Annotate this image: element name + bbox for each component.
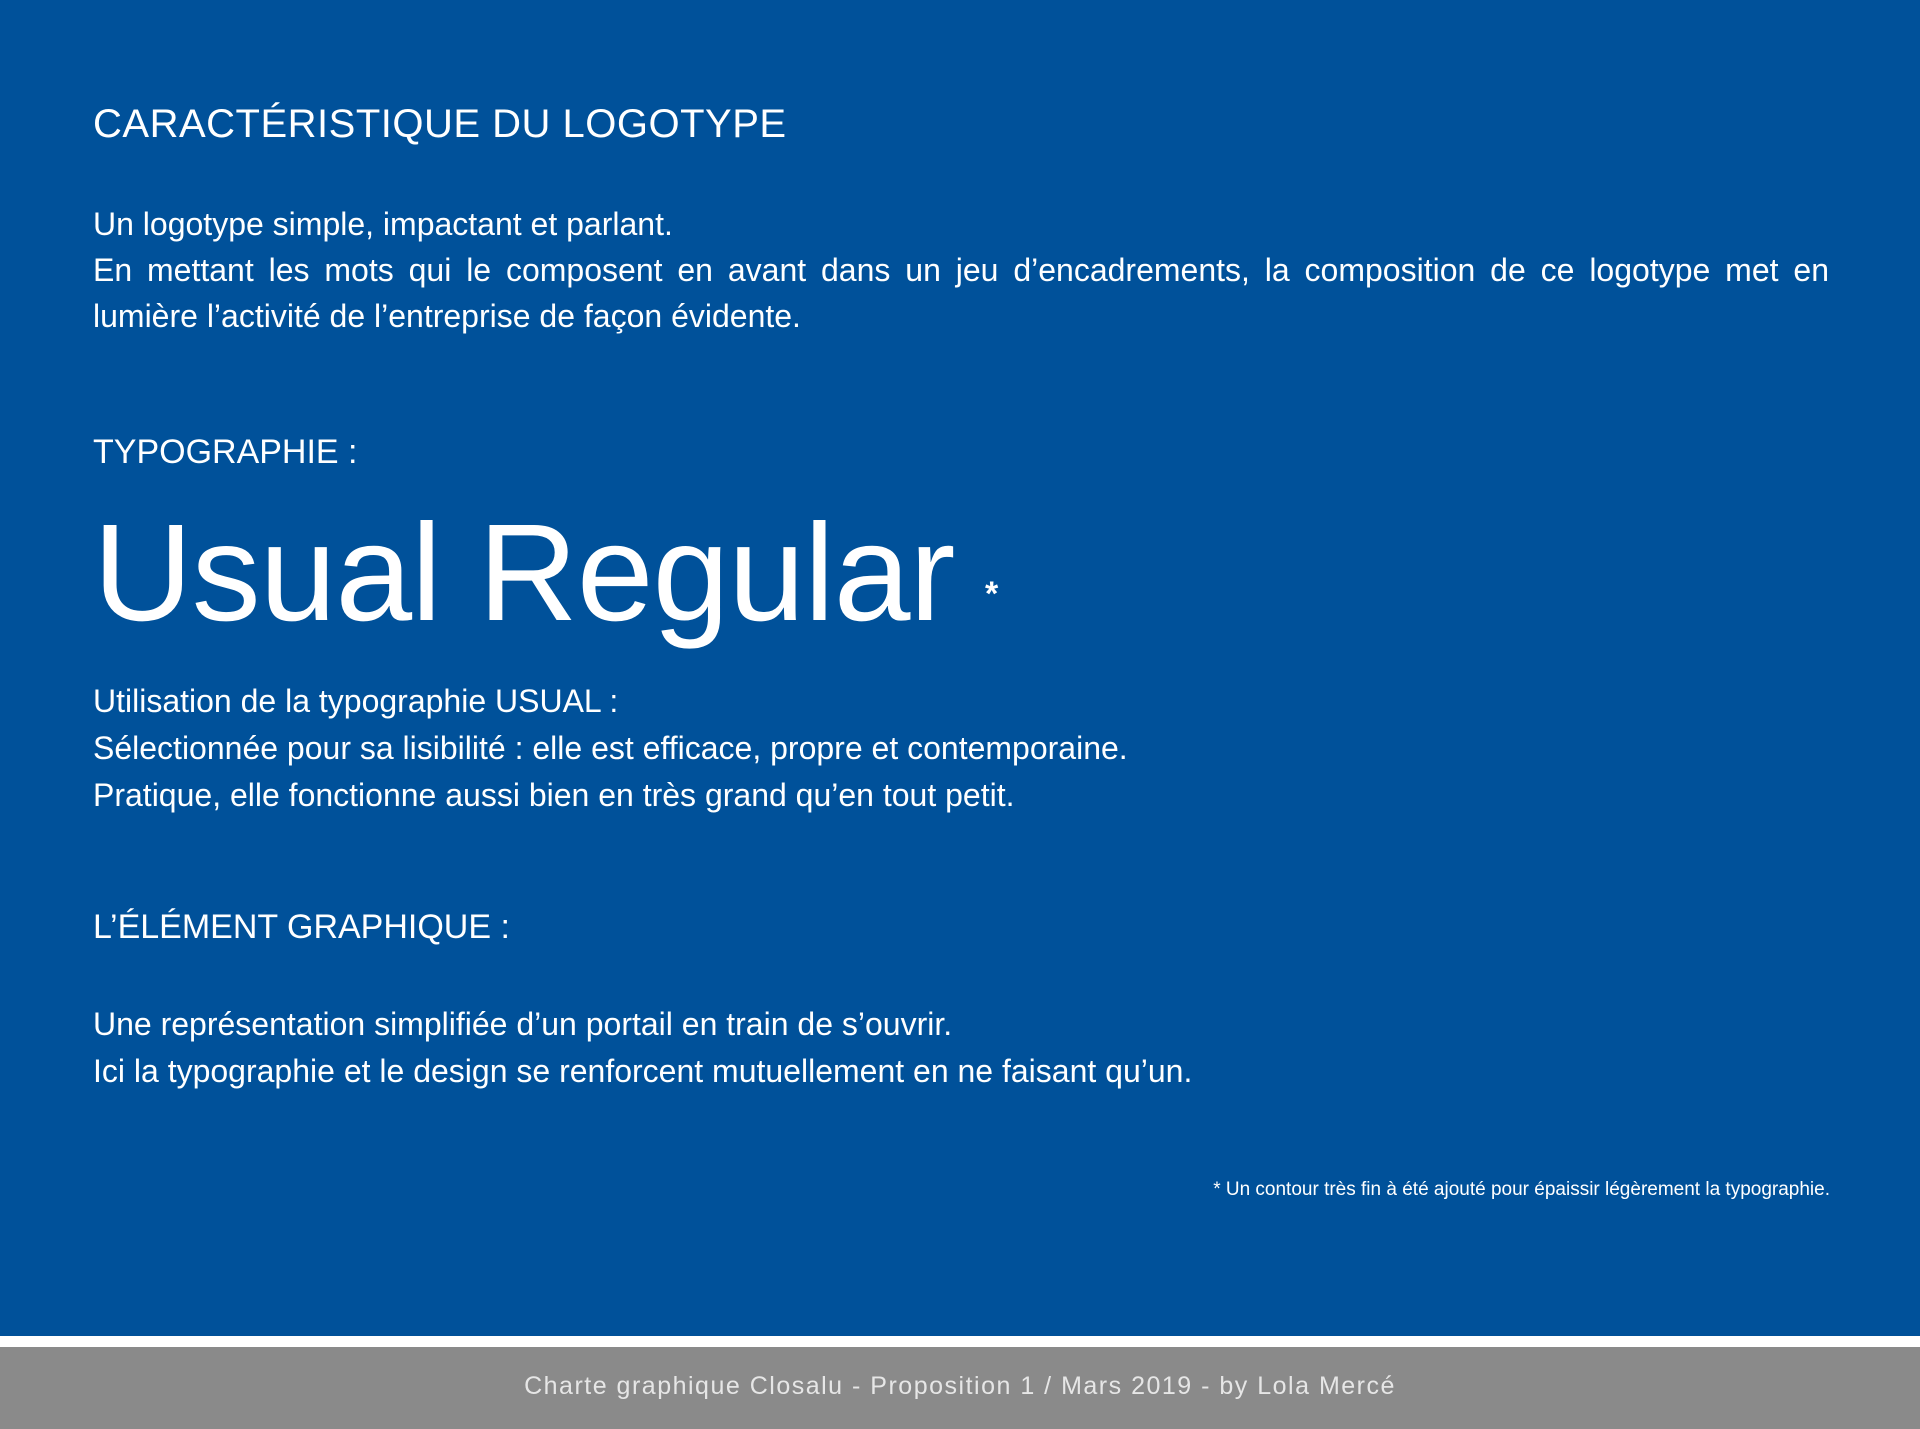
logotype-line-2: En mettant les mots qui le composent en avant dans un jeu d’encadrements, la composition de ce logotype met en xyxy=(93,252,1829,288)
typography-line-1: Utilisation de la typographie USUAL : xyxy=(93,683,619,719)
graphic-line-1: Une représentation simplifiée d’un portail en train de s’ouvrir. xyxy=(93,1006,953,1042)
font-name-display: Usual Regular xyxy=(93,496,955,650)
typography-line-2: Sélectionnée pour sa lisibilité : elle est efficace, propre et contemporaine. xyxy=(93,730,1128,766)
footnote: * Un contour très fin à été ajouté pour épaissir légèrement la typographie. xyxy=(1213,1179,1830,1200)
font-name-asterisk: * xyxy=(985,575,999,613)
typography-heading: TYPOGRAPHIE : xyxy=(93,433,358,471)
typography-description xyxy=(93,678,1128,819)
footer-divider xyxy=(0,1336,1920,1347)
logotype-line-3: lumière l’activité de l’entreprise de façon évidente. xyxy=(93,298,801,334)
logotype-line-1: Un logotype simple, impactant et parlant. xyxy=(93,206,673,242)
logotype-description xyxy=(93,201,1829,339)
graphic-line-2: Ici la typographie et le design se renforcent mutuellement en ne faisant qu’un. xyxy=(93,1053,1193,1089)
footer-bar xyxy=(0,1347,1920,1429)
graphic-element-description xyxy=(93,1001,1192,1095)
typography-line-3: Pratique, elle fonctionne aussi bien en très grand qu’en tout petit. xyxy=(93,777,1015,813)
footer-text: Charte graphique Closalu - Proposition 1 / Mars 2019 - by Lola Mercé xyxy=(524,1372,1396,1400)
section-title: CARACTÉRISTIQUE DU LOGOTYPE xyxy=(93,102,787,146)
graphic-element-heading: L’ÉLÉMENT GRAPHIQUE : xyxy=(93,908,510,946)
